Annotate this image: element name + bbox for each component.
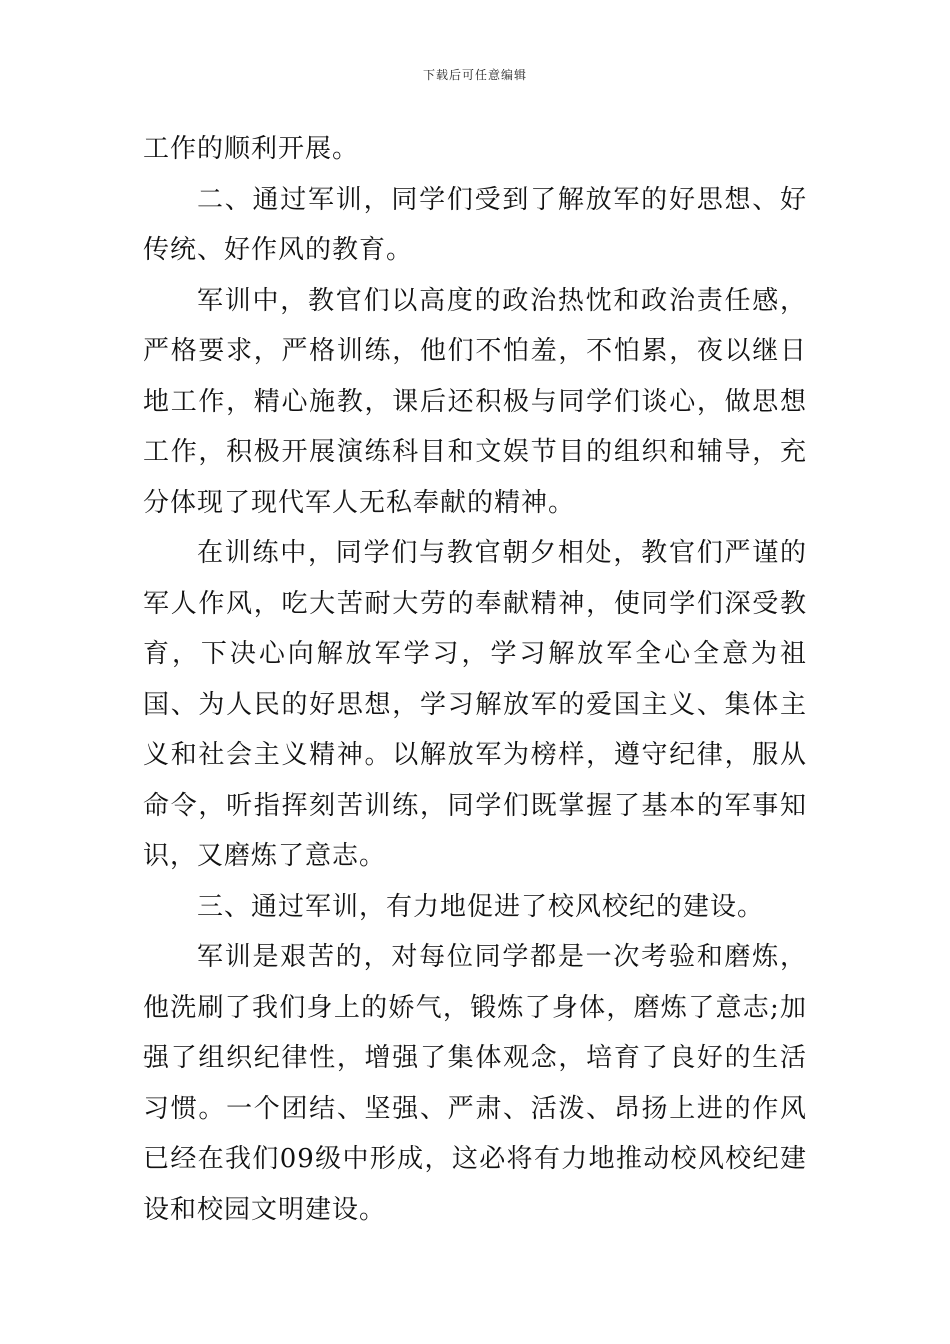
paragraph-training: 在训练中，同学们与教官朝夕相处，教官们严谨的军人作风，吃大苦耐大劳的奉献精神，使同学们深受教育，下决心向解放军学习，学习解放军全心全意为祖国、为人民的好思想，学习解放军的爱国主义、集体主义和社会主义精神。以解放军为榜样，遵守纪律，服从命令，听指挥刻苦训练，同学们既掌握了基本的军事知识，又磨炼了意志。 [143,538,807,871]
paragraph-discipline: 军训是艰苦的，对每位同学都是一次考验和磨炼，他洗刷了我们身上的娇气，锻炼了身体，磨炼了意志;加强了组织纪律性，增强了集体观念，培育了良好的生活习惯。一个团结、坚强、严肃、活泼、昂扬上进的作风已经在我们09级中形成，这必将有力地推动校风校纪建设和校园文明建设。 [143,942,807,1225]
paragraph-section-two-heading: 二、通过军训，同学们受到了解放军的好思想、好传统、好作风的教育。 [143,184,807,265]
document-body [143,124,807,1235]
header-note: 下载后可任意编辑 [422,68,527,82]
paragraph-section-three-heading: 三、通过军训，有力地促进了校风校纪的建设。 [197,891,765,922]
paragraph-continuation: 工作的顺利开展。 [143,134,360,164]
paragraph-instructors: 军训中，教官们以高度的政治热忱和政治责任感，严格要求，严格训练，他们不怕羞，不怕累，夜以继日地工作，精心施教，课后还积极与同学们谈心，做思想工作，积极开展演练科目和文娱节目的组织和辅导，充分体现了现代军人无私奉献的精神。 [143,285,807,518]
